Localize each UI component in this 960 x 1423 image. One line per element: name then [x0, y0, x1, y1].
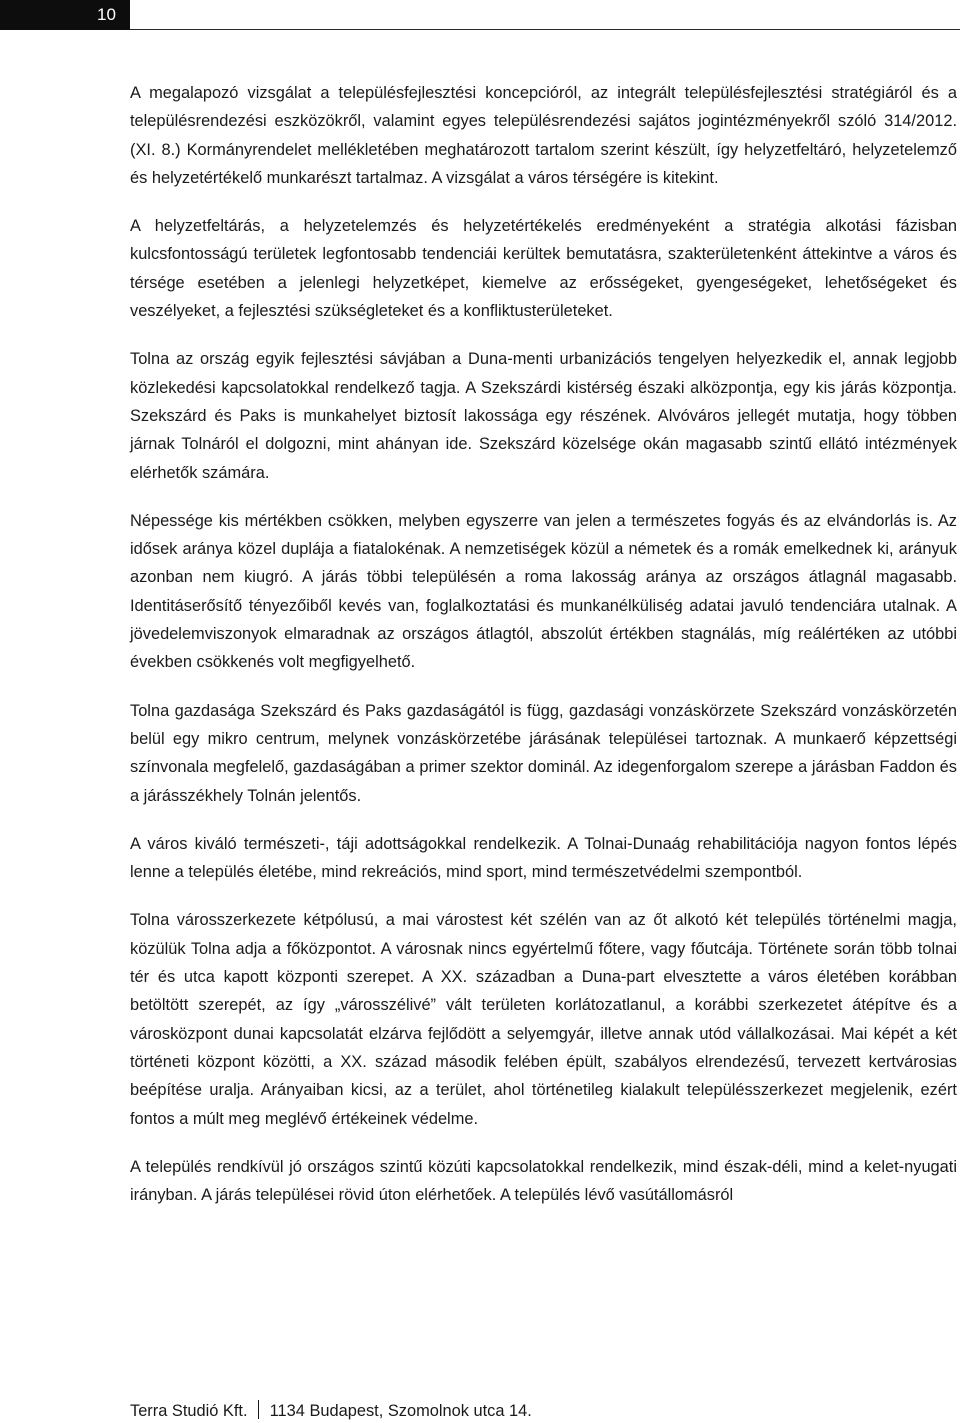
- page-footer: [130, 1399, 532, 1423]
- footer-address: 1134 Budapest, Szomolnok utca 14.: [269, 1402, 532, 1420]
- paragraph-7: Tolna városszerkezete kétpólusú, a mai várostest két szélén van az őt alkotó két település történelmi magja, közülük Tolna adja a főközpontot. A városnak nincs egyértelmű főtere, vagy főutcája. Története során több tolnai tér és utca kapott központi szerepet. A XX. században a Duna-part elvesztette a város életében korábban betöltött szerepét, az így „városszélivé” vált területen korlátozatlanul, a korábbi szerkezetet átépítve és a városközpont dunai kapcsolatát elzárva fejlődött a selyemgyár, illetve annak utód vállalkozásai. Mai képét a két történeti központ közötti, a XX. század második felében épült, szabályos elrendezésű, tervezett kertvárosias beépítése uralja. Arányaiban kicsi, az a terület, ahol történetileg kialakult településszerkezet megjelenik, ezért fontos a múlt meg meglévő értékeinek védelme.: [130, 911, 957, 1128]
- paragraph-3: Tolna az ország egyik fejlesztési sávjában a Duna-menti urbanizációs tengelyen helyezkedik el, annak legjobb közlekedési kapcsolatokkal rendelkező tagja. A Szekszárdi kistérség északi alközpontja, egy kis járás központja. Szekszárd és Paks is munkahelyet biztosít lakossága egy részének. Alvóváros jellegét mutatja, hogy többen járnak Tolnáról el dolgozni, mint ahányan ide. Szekszárd közelsége okán magasabb szintű ellátó intézmények elérhetők számára.: [130, 350, 957, 482]
- footer-separator: [258, 1400, 259, 1419]
- footer-company: Terra Studió Kft.: [130, 1402, 248, 1420]
- header-rule: [130, 29, 960, 30]
- paragraph-1: A megalapozó vizsgálat a településfejlesztési koncepcióról, az integrált településfejlesztési stratégiáról és a településrendezési eszközökről, valamint egyes településrendezési sajátos jogintézményekről szóló 314/2012. (XI. 8.) Kormányrendelet mellékletében meghatározott tartalom szerint készült, így helyzetfeltáró, helyzetelemző és helyzetértékelő munkarészt tartalmaz. A vizsgálat a város térségére is kitekint.: [130, 84, 957, 187]
- page-number: 10: [0, 0, 130, 30]
- paragraph-6: A város kiváló természeti-, táji adottságokkal rendelkezik. A Tolnai-Dunaág rehabilitációja nagyon fontos lépés lenne a település életébe, mind rekreációs, mind sport, mind természetvédelmi szempontból.: [130, 834, 957, 882]
- paragraph-2: A helyzetfeltárás, a helyzetelemzés és helyzetértékelés eredményeként a stratégia alkotási fázisban kulcsfontosságú területek legfontosabb tendenciái kerültek bemutatásra, szakterületenként áttekintve a város és térsége esetében a jelenlegi helyzetképet, kiemelve az erősségeket, gyengeségeket, lehetőségeket és veszélyeket, a fejlesztési szükségleteket és a konfliktusterületeket.: [130, 217, 957, 321]
- document-body: [130, 79, 957, 1229]
- paragraph-5: Tolna gazdasága Szekszárd és Paks gazdaságától is függ, gazdasági vonzáskörzete Szekszárd vonzáskörzetén belül egy mikro centrum, melynek vonzáskörzetébe járásának települései tartoznak. A munkaerő képzettségi színvonala megfelelő, gazdaságában a primer szektor dominál. Az idegenforgalom szerepe a járásban Faddon és a járásszékhely Tolnán jelentős.: [130, 701, 957, 805]
- paragraph-4: Népessége kis mértékben csökken, melyben egyszerre van jelen a természetes fogyás és az elvándorlás is. Az idősek aránya közel duplája a fiatalokénak. A nemzetiségek közül a németek és a romák emelkednek ki, arányuk azonban nem kiugró. A járás többi településén a roma lakosság aránya az országos átlagnál magasabb. Identitáserősítő tényezőiből kevés van, foglalkoztatási és munkanélküliség adatai javuló tendenciára utalnak. A jövedelemviszonyok elmaradnak az országos átlagtól, abszolút értékben stagnálás, míg reálértéken az utóbbi években csökkenés volt megfigyelhető.: [130, 511, 957, 672]
- paragraph-8: A település rendkívül jó országos szintű közúti kapcsolatokkal rendelkezik, mind észak-déli, mind a kelet-nyugati irányban. A járás települései rövid úton elérhetőek. A település lévő vasútállomásról: [130, 1157, 957, 1205]
